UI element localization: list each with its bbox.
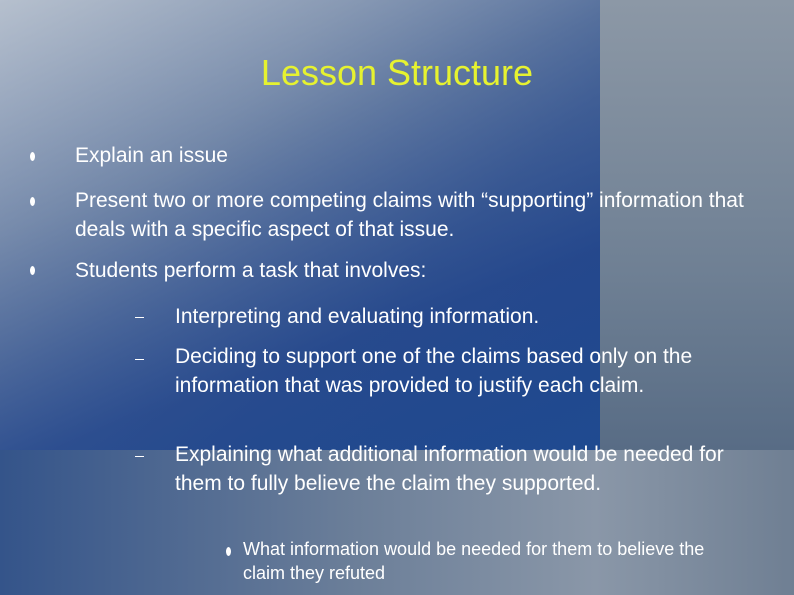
bullet-item: Present two or more competing claims with “supporting” information that deals with a specific aspect of that issue. xyxy=(75,189,744,241)
bullet-item: Explain an issue xyxy=(75,144,228,167)
bullet-item: Students perform a task that involves: xyxy=(75,259,427,282)
sub-bullet-item: Explaining what additional information would be needed for them to fully believe the claim they supported. xyxy=(175,443,724,495)
slide-title: Lesson Structure xyxy=(260,52,534,93)
bullet-dot-icon xyxy=(30,266,35,275)
dash-bullet-icon xyxy=(135,359,144,360)
bullet-dot-icon xyxy=(30,152,35,161)
dash-bullet-icon xyxy=(135,317,144,318)
dash-bullet-icon xyxy=(135,456,144,457)
sub-bullet-item: Interpreting and evaluating information. xyxy=(175,305,540,328)
sub-bullet-item: Deciding to support one of the claims based only on the information that was provided to justify each claim. xyxy=(175,345,693,397)
bullet-dot-icon xyxy=(30,197,35,206)
sub-sub-bullet-item: What information would be needed for them to believe the claim they refuted xyxy=(243,539,705,583)
bullet-dot-icon xyxy=(226,547,231,556)
